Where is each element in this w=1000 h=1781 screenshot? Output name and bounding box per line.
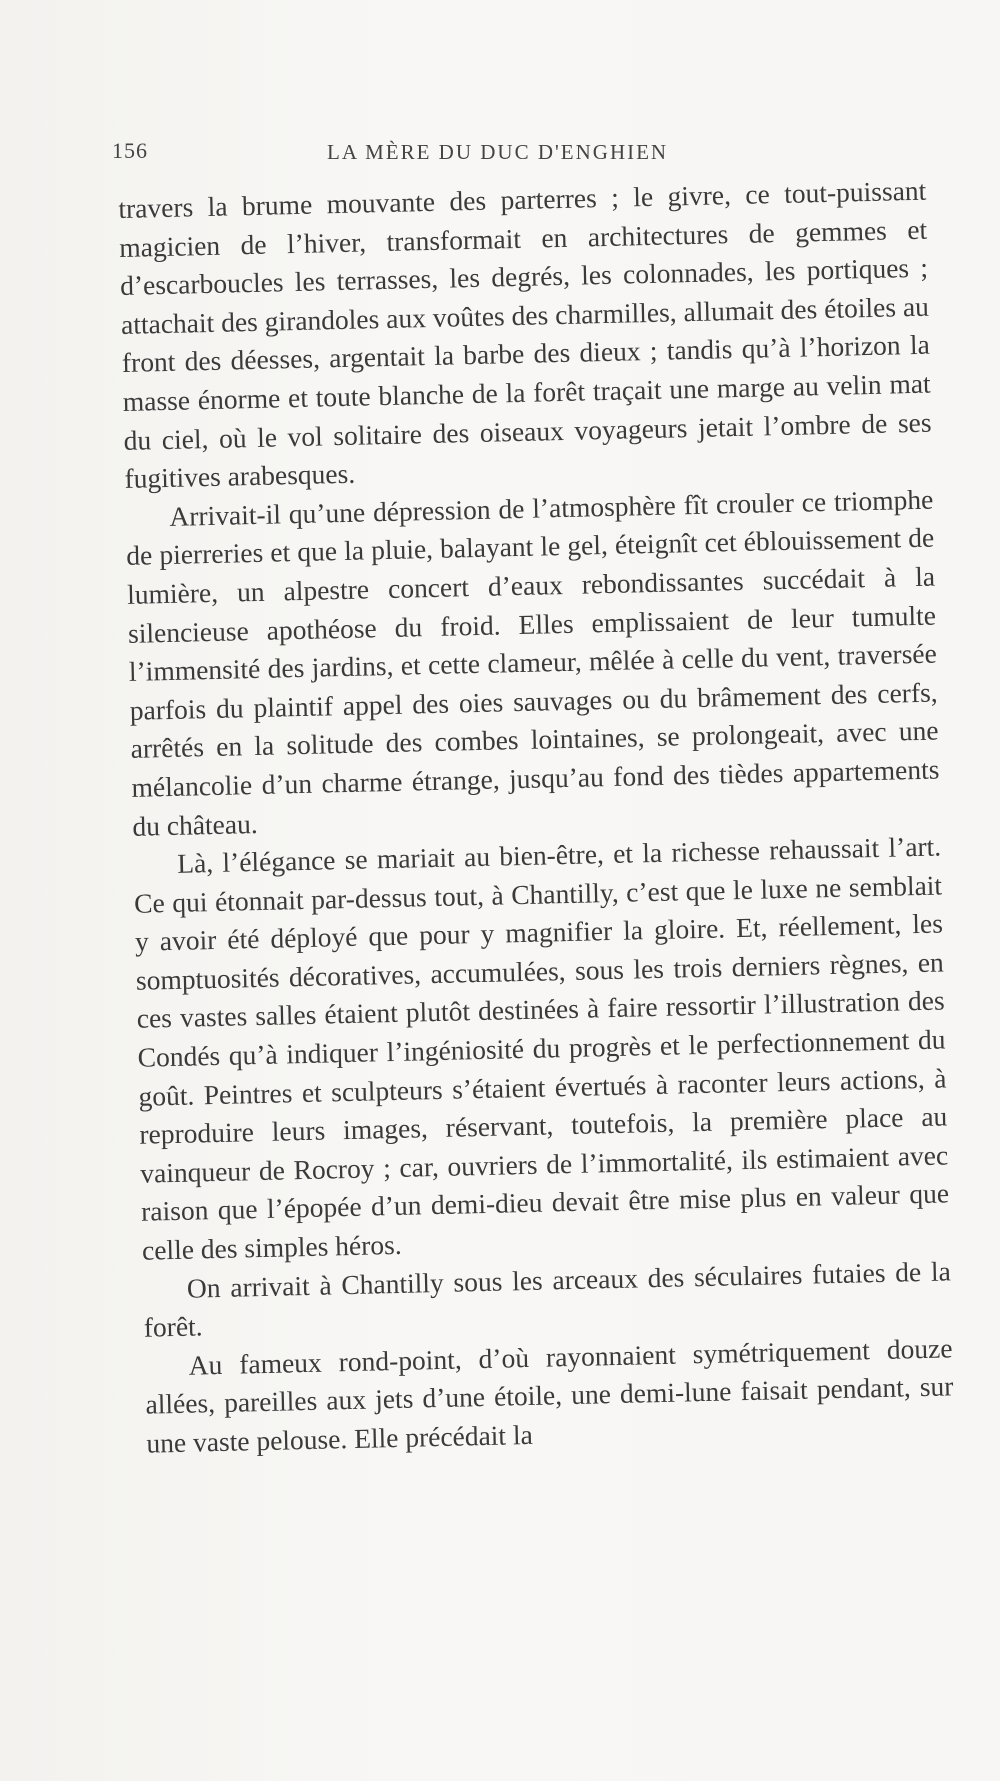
paragraph-3: Là, l’élégance se mariait au bien-être, et la richesse rehaussait l’art. Ce qui étonnait par-dessus tout, à Chantilly, c’est que le luxe ne semblait y avoir été déployé que pour y magnifier la gloire. Et, réellement, les somptuosités décoratives, accumulées, sous les trois derniers règnes, en ces vastes salles étaient plutôt destinées à faire ressortir l’illustration des Condés qu’à indiquer l’ingéniosité du progrès et le perfectionnement du goût. Peintres et sculpteurs s’étaient évertués à raconter leurs actions, à reproduire leurs images, réservant, toutefois, la première place au vainqueur de Rocroy ; car, ouvriers de l’immortalité, ils estimaient avec raison que l’épopée d’un demi-dieu devait être mise plus en valeur que celle des simples héros.: [133, 830, 950, 1266]
paragraph-4: On arrivait à Chantilly sous les arceaux des séculaires futaies de la forêt.: [143, 1255, 952, 1343]
paragraph-5: Au fameux rond-point, d’où rayonnaient symétriquement douze allées, pareilles aux jets d’une étoile, une demi-lune faisait pendant, sur une vaste pelouse. Elle précédait la: [145, 1332, 954, 1459]
page-number: 156: [112, 138, 148, 163]
body-text: [118, 172, 955, 1464]
running-title: LA MÈRE DU DUC D'ENGHIEN: [327, 140, 669, 164]
paragraph-2: Arrivait-il qu’une dépression de l’atmosphère fît crouler ce triomphe de pierreries et que la pluie, balayant le gel, éteignît cet éblouissement de lumière, un alpestre concert d’eaux rebondissantes succédait à la silencieuse apothéose du froid. Elles emplissaient de leur tumulte l’immensité des jardins, et cette clameur, mêlée à celle du vent, traversée parfois du plaintif appel des oies sauvages ou du brâmement des cerfs, arrêtés en la solitude des combes lointaines, se prolongeait, avec une mélancolie d’un charme étrange, jusqu’au fond des tièdes appartements du château.: [125, 483, 940, 842]
paragraph-1: travers la brume mouvante des parterres ; le givre, ce tout-puissant magicien de l’hiver, transformait en architectures de gemmes et d’escarboucles les terrasses, les degrés, les colonnades, les portiques ; attachait des girandoles aux voûtes des charmilles, allumait des étoiles au front des déesses, argentait la barbe des dieux ; tandis qu’à l’horizon la masse énorme et toute blanche de la forêt traçait une marge au velin mat du ciel, où le vol solitaire des oiseaux voyageurs jetait l’ombre de ses fugitives arabesques.: [118, 174, 932, 495]
running-head: [112, 138, 932, 178]
